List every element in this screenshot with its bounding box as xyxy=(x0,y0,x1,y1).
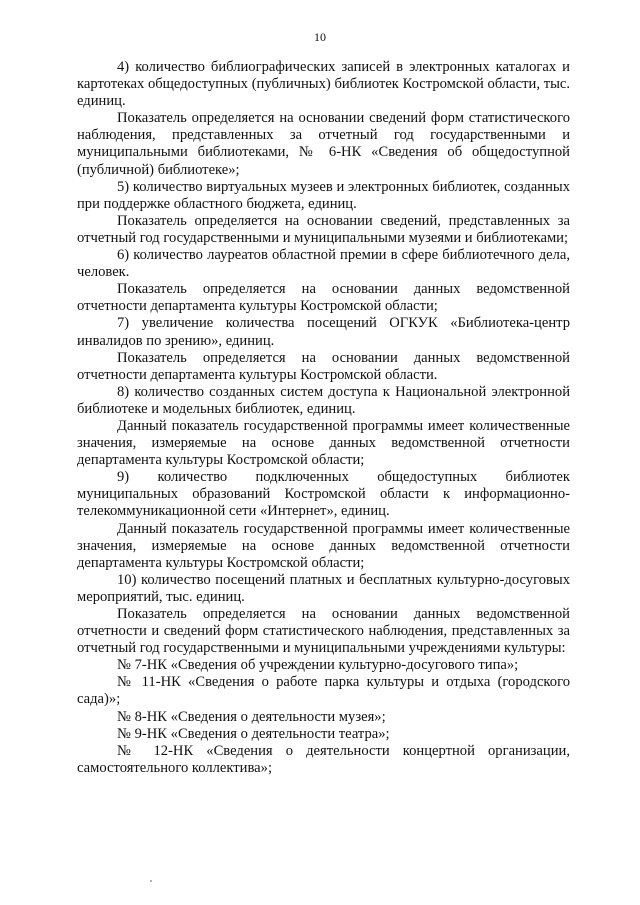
paragraph-item-7-note: Показатель определяется на основании данных ведомственной отчетности департамента культуры Костромской области. xyxy=(77,349,570,383)
paragraph-item-9: 9) количество подключенных общедоступных библиотек муниципальных образований Костромской области к информационно-телекоммуникационной сети «Интернет», единиц. xyxy=(77,469,570,520)
form-list-item: № 8-НК «Сведения о деятельности музея»; xyxy=(117,708,386,725)
paragraph-item-4: 4) количество библиографических записей в электронных каталогах и картотеках общедоступных (публичных) библиотек Костромской области, тыс. единиц. xyxy=(77,59,570,110)
paragraph-item-10-note: Показатель определяется на основании данных ведомственной отчетности и сведений форм статистического наблюдения, представленных за отчетный год государственными и муниципальными учреждениями культуры: xyxy=(77,606,570,657)
form-list-item: № 7-НК «Сведения об учреждении культурно-досугового типа»; xyxy=(117,657,519,674)
paragraph-item-6: 6) количество лауреатов областной премии в сфере библиотечного дела, человек. xyxy=(77,247,570,281)
paragraph-item-7: 7) увеличение количества посещений ОГКУК «Библиотека-центр инвалидов по зрению», единиц. xyxy=(77,315,570,349)
page-number: 10 xyxy=(314,30,326,44)
form-list-item: № 12-НК «Сведения о деятельности концертной организации, самостоятельного коллектива»; xyxy=(77,742,570,776)
paragraph-item-5-note: Показатель определяется на основании сведений, представленных за отчетный год государственными и муниципальными музеями и библиотеками; xyxy=(77,212,570,246)
document-body xyxy=(77,59,570,777)
paragraph-item-9-note: Данный показатель государственной программы имеет количественные значения, измеряемые на основе данных ведомственной отчетности департамента культуры Костромской области; xyxy=(77,520,570,571)
paragraph-item-4-note: Показатель определяется на основании сведений форм статистического наблюдения, представленных за отчетный год государственными и муниципальными библиотеками, № 6-НК «Сведения об общедоступной (публичной) библиотеке»; xyxy=(77,110,570,178)
paragraph-item-8-note: Данный показатель государственной программы имеет количественные значения, измеряемые на основе данных ведомственной отчетности департамента культуры Костромской области; xyxy=(77,417,570,469)
form-list-item: № 9-НК «Сведения о деятельности театра»; xyxy=(117,725,390,742)
paragraph-item-8: 8) количество созданных систем доступа к Национальной электронной библиотеке и модельных библиотек, единиц. xyxy=(77,383,570,417)
scan-speck xyxy=(150,880,152,882)
form-list-item: № 11-НК «Сведения о работе парка культуры и отдыха (городского сада)»; xyxy=(77,674,570,708)
paragraph-item-6-note: Показатель определяется на основании данных ведомственной отчетности департамента культуры Костромской области; xyxy=(77,281,570,315)
paragraph-item-5: 5) количество виртуальных музеев и электронных библиотек, созданных при поддержке областного бюджета, единиц. xyxy=(77,178,570,212)
paragraph-item-10: 10) количество посещений платных и бесплатных культурно-досуговых мероприятий, тыс. единиц. xyxy=(77,571,570,605)
